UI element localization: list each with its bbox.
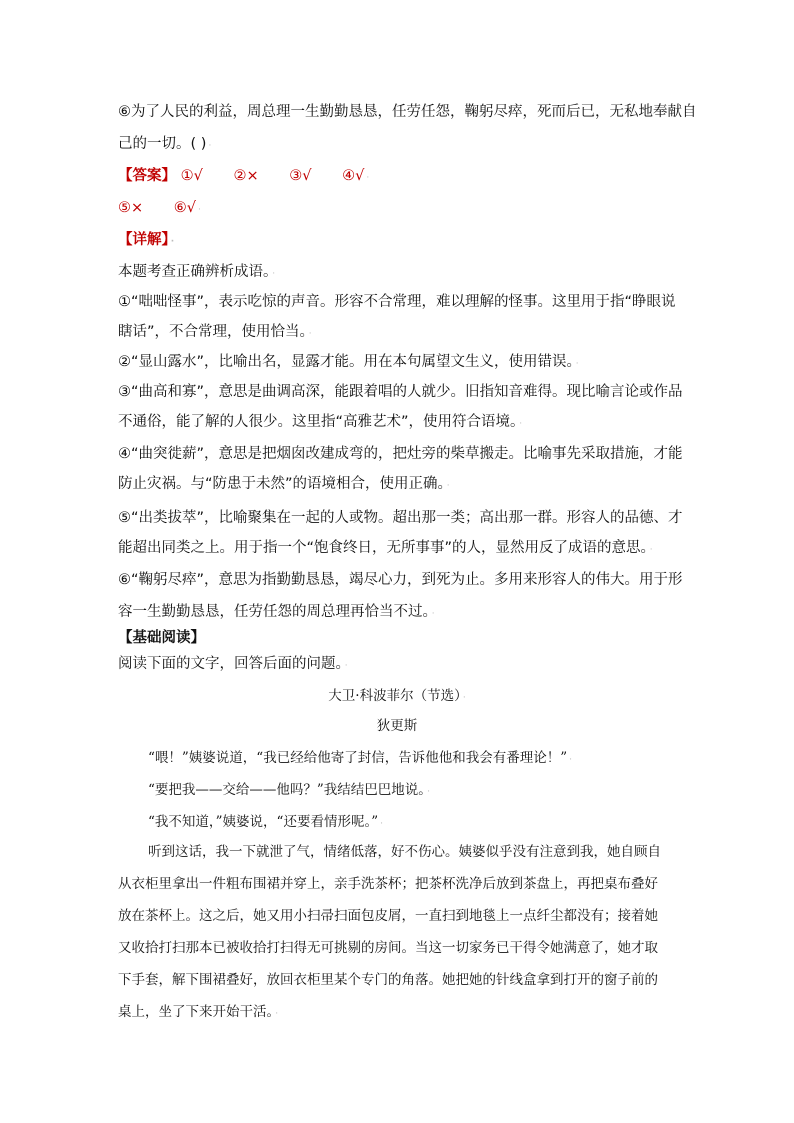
explain-line: 瞎话”，不合常理，使用恰当。 · [118, 324, 312, 340]
explain-line: ④“曲突徙薪”，意思是把烟囱改建成弯的，把灶旁的柴草搬走。比喻事先采取措施，才能 [118, 446, 683, 462]
answer-item: ②× [233, 168, 259, 184]
passage-long-line: 又收拾打扫那本已被收拾打扫得无可挑剔的房间。当这一切家务已干得令她满意了，她才取 [118, 940, 658, 956]
passage-long-line: 放在茶杯上。这之后，她又用小扫帚扫面包皮屑，一直扫到地毯上一点纤尘都没有；接着她 [118, 908, 658, 924]
answer-item: ①√ [180, 168, 203, 184]
explain-intro: 本题考查正确辨析成语。 · [118, 264, 276, 280]
passage-title: 大卫·科波菲尔（节选） · [328, 688, 466, 704]
answer-item: ④√ [342, 168, 365, 184]
reading-heading: 【基础阅读】 [118, 630, 205, 646]
explain-line: 防止灾祸。与“防患于未然”的语境相合，使用正确。 · [118, 476, 450, 492]
question-6-line-1: ⑥为了人民的利益，周总理一生勤勤恳恳，任劳任怨，鞠躬尽瘁，死而后已，无私地奉献自 [118, 104, 697, 120]
explain-line: ⑤“出类拔萃”，比喻聚集在一起的人或物。超出那一类；高出那一群。形容人的品德、才 [118, 510, 683, 526]
explain-line: ①“咄咄怪事”，表示吃惊的声音。形容不合常理，难以理解的怪事。这里用于指“睁眼说 [118, 294, 676, 310]
passage-paragraph: “要把我——交给——他吗？”我结结巴巴地说。 · [148, 782, 430, 798]
passage-paragraph: “我不知道，”姨婆说，“还要看情形呢。” · [148, 814, 383, 830]
passage-paragraph: “喂！”姨婆说道，“我已经给他寄了封信，告诉他他和我会有番理论！” · [148, 750, 572, 766]
reading-instruction: 阅读下面的文字，回答后面的问题。 · [118, 656, 348, 672]
explain-label: 【详解】 · [118, 232, 175, 248]
answer-label: 【答案】 [118, 168, 176, 184]
passage-long-line: 桌上，坐了下来开始干活。 · [118, 1004, 279, 1020]
passage-long-line: 听到这话，我一下就泄了气，情绪低落，好不伤心。姨婆似乎没有注意到我，她自顾自 [148, 844, 661, 860]
passage-long-line: 下手套，解下围裙叠好，放回衣柜里某个专门的角落。她把她的针线盒拿到打开的窗子前的 [118, 972, 658, 988]
answer-item: ⑤× [118, 200, 144, 216]
passage-long-line: 从衣柜里拿出一件粗布围裙并穿上，亲手洗茶杯；把茶杯洗净后放到茶盘上，再把桌布叠好 [118, 876, 658, 892]
answer-line-2: ⑤× ⑥√ · [118, 200, 201, 216]
explain-line: 容一生勤勤恳恳，任劳任怨的周总理再恰当不过。 · [118, 604, 435, 620]
explain-line: 不通俗，能了解的人很少。这里指“高雅艺术”，使用符合语境。 · [118, 414, 523, 430]
answer-item: ③√ [289, 168, 312, 184]
answer-item: ⑥√ [173, 200, 197, 216]
passage-author: 狄更斯 [376, 718, 418, 734]
explain-line: ⑥“鞠躬尽瘁”，意思为指勤勤恳恳，竭尽心力，到死为止。多用来形容人的伟大。用于形 [118, 572, 683, 588]
explain-line: ③“曲高和寡”，意思是曲调高深，能跟着唱的人就少。旧指知音难得。现比喻言论或作品 [118, 384, 683, 400]
question-6-line-2: 己的一切。( ) · [118, 136, 212, 152]
answer-line-1: 【答案】 ①√ ②× ③√ ④√ · [118, 168, 370, 184]
explain-line: 能超出同类之上。用于指一个“饱食终日，无所事事”的人，显然用反了成语的意思。 · [118, 540, 653, 556]
explain-line: ②“显山露水”，比喻出名，显露才能。用在本句属望文生义，使用错误。 · [118, 354, 579, 370]
